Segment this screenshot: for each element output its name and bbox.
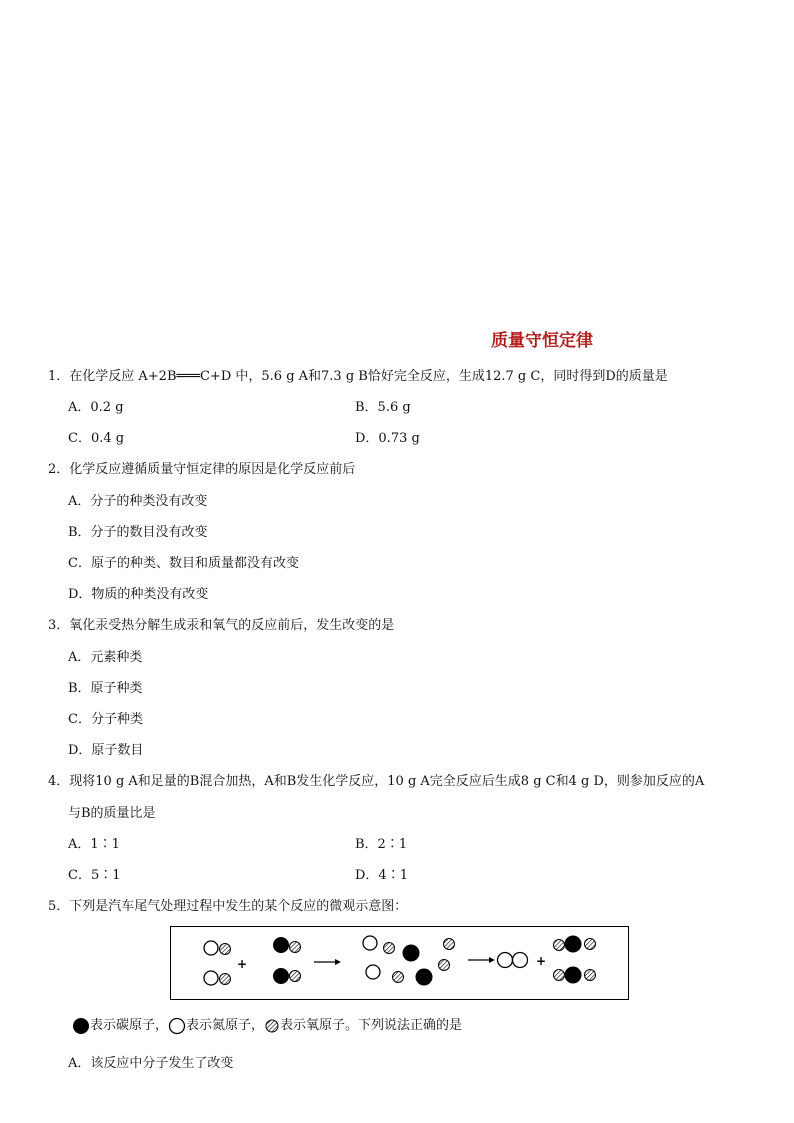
legend-oxygen-label: 表示氧原子。下列说法正确的是 bbox=[280, 1018, 463, 1033]
q1-option-a: A．0.2 g bbox=[68, 400, 124, 415]
q2-option-c: C．原子的种类、数目和质量都没有改变 bbox=[68, 556, 299, 571]
no-molecule-2 bbox=[204, 971, 231, 985]
q2-option-a: A．分子的种类没有改变 bbox=[68, 494, 208, 509]
separated-atoms bbox=[363, 936, 455, 986]
open-circle-icon bbox=[168, 1017, 186, 1035]
reaction-arrow-1 bbox=[314, 959, 341, 965]
co2-molecule-1 bbox=[554, 936, 596, 953]
hatched-circle-icon bbox=[264, 1018, 280, 1034]
q5-option-a: A．该反应中分子发生了改变 bbox=[68, 1056, 234, 1071]
q3-option-a: A．元素种类 bbox=[68, 650, 143, 665]
q4-option-a: A．1∶1 bbox=[68, 837, 120, 852]
question-2-stem: 2．化学反应遵循质量守恒定律的原因是化学反应前后 bbox=[48, 462, 356, 477]
q1-option-b: B．5.6 g bbox=[355, 400, 411, 415]
q4-option-d: D．4∶1 bbox=[355, 868, 408, 883]
n2-molecule bbox=[498, 953, 528, 968]
q3-option-c: C．分子种类 bbox=[68, 712, 143, 727]
question-4-stem: 4．现将10 g A和足量的B混合加热，A和B发生化学反应，10 g A完全反应后生成8 g C和4 g D，则参加反应的A bbox=[48, 774, 705, 789]
q1-option-d: D．0.73 g bbox=[355, 431, 420, 446]
co-molecule-2 bbox=[273, 968, 301, 984]
legend-nitrogen-label: 表示氮原子， bbox=[186, 1018, 265, 1033]
question-4-stem-continued: 与B的质量比是 bbox=[68, 806, 156, 821]
reaction-arrow-2 bbox=[468, 957, 495, 963]
plus-sign-1: + bbox=[236, 957, 248, 971]
q2-option-b: B．分子的数目没有改变 bbox=[68, 525, 208, 540]
q2-option-d: D．物质的种类没有改变 bbox=[68, 587, 209, 602]
q3-option-d: D．原子数目 bbox=[68, 743, 144, 758]
legend-carbon-label: 表示碳原子， bbox=[90, 1018, 169, 1033]
plus-sign-2: + bbox=[535, 954, 547, 968]
question-1-stem: 1．在化学反应 A+2B═══C+D 中，5.6 g A和7.3 g B恰好完全反应，生成12.7 g C，同时得到D的质量是 bbox=[48, 369, 668, 384]
page-title: 质量守恒定律 bbox=[491, 331, 593, 351]
reaction-diagram bbox=[170, 926, 629, 1000]
q1-option-c: C．0.4 g bbox=[68, 431, 125, 446]
no-molecule-1 bbox=[204, 941, 231, 955]
question-3-stem: 3．氧化汞受热分解生成汞和氧气的反应前后，发生改变的是 bbox=[48, 618, 395, 633]
atom-legend bbox=[72, 1017, 462, 1035]
reaction-diagram-svg bbox=[171, 927, 628, 999]
question-5-stem: 5．下列是汽车尾气处理过程中发生的某个反应的微观示意图： bbox=[48, 899, 408, 914]
co2-molecule-2 bbox=[554, 967, 596, 984]
co-molecule-1 bbox=[273, 937, 301, 953]
filled-circle-icon bbox=[72, 1017, 90, 1035]
q4-option-c: C．5∶1 bbox=[68, 868, 121, 883]
q3-option-b: B．原子种类 bbox=[68, 681, 143, 696]
q4-option-b: B．2∶1 bbox=[355, 837, 408, 852]
